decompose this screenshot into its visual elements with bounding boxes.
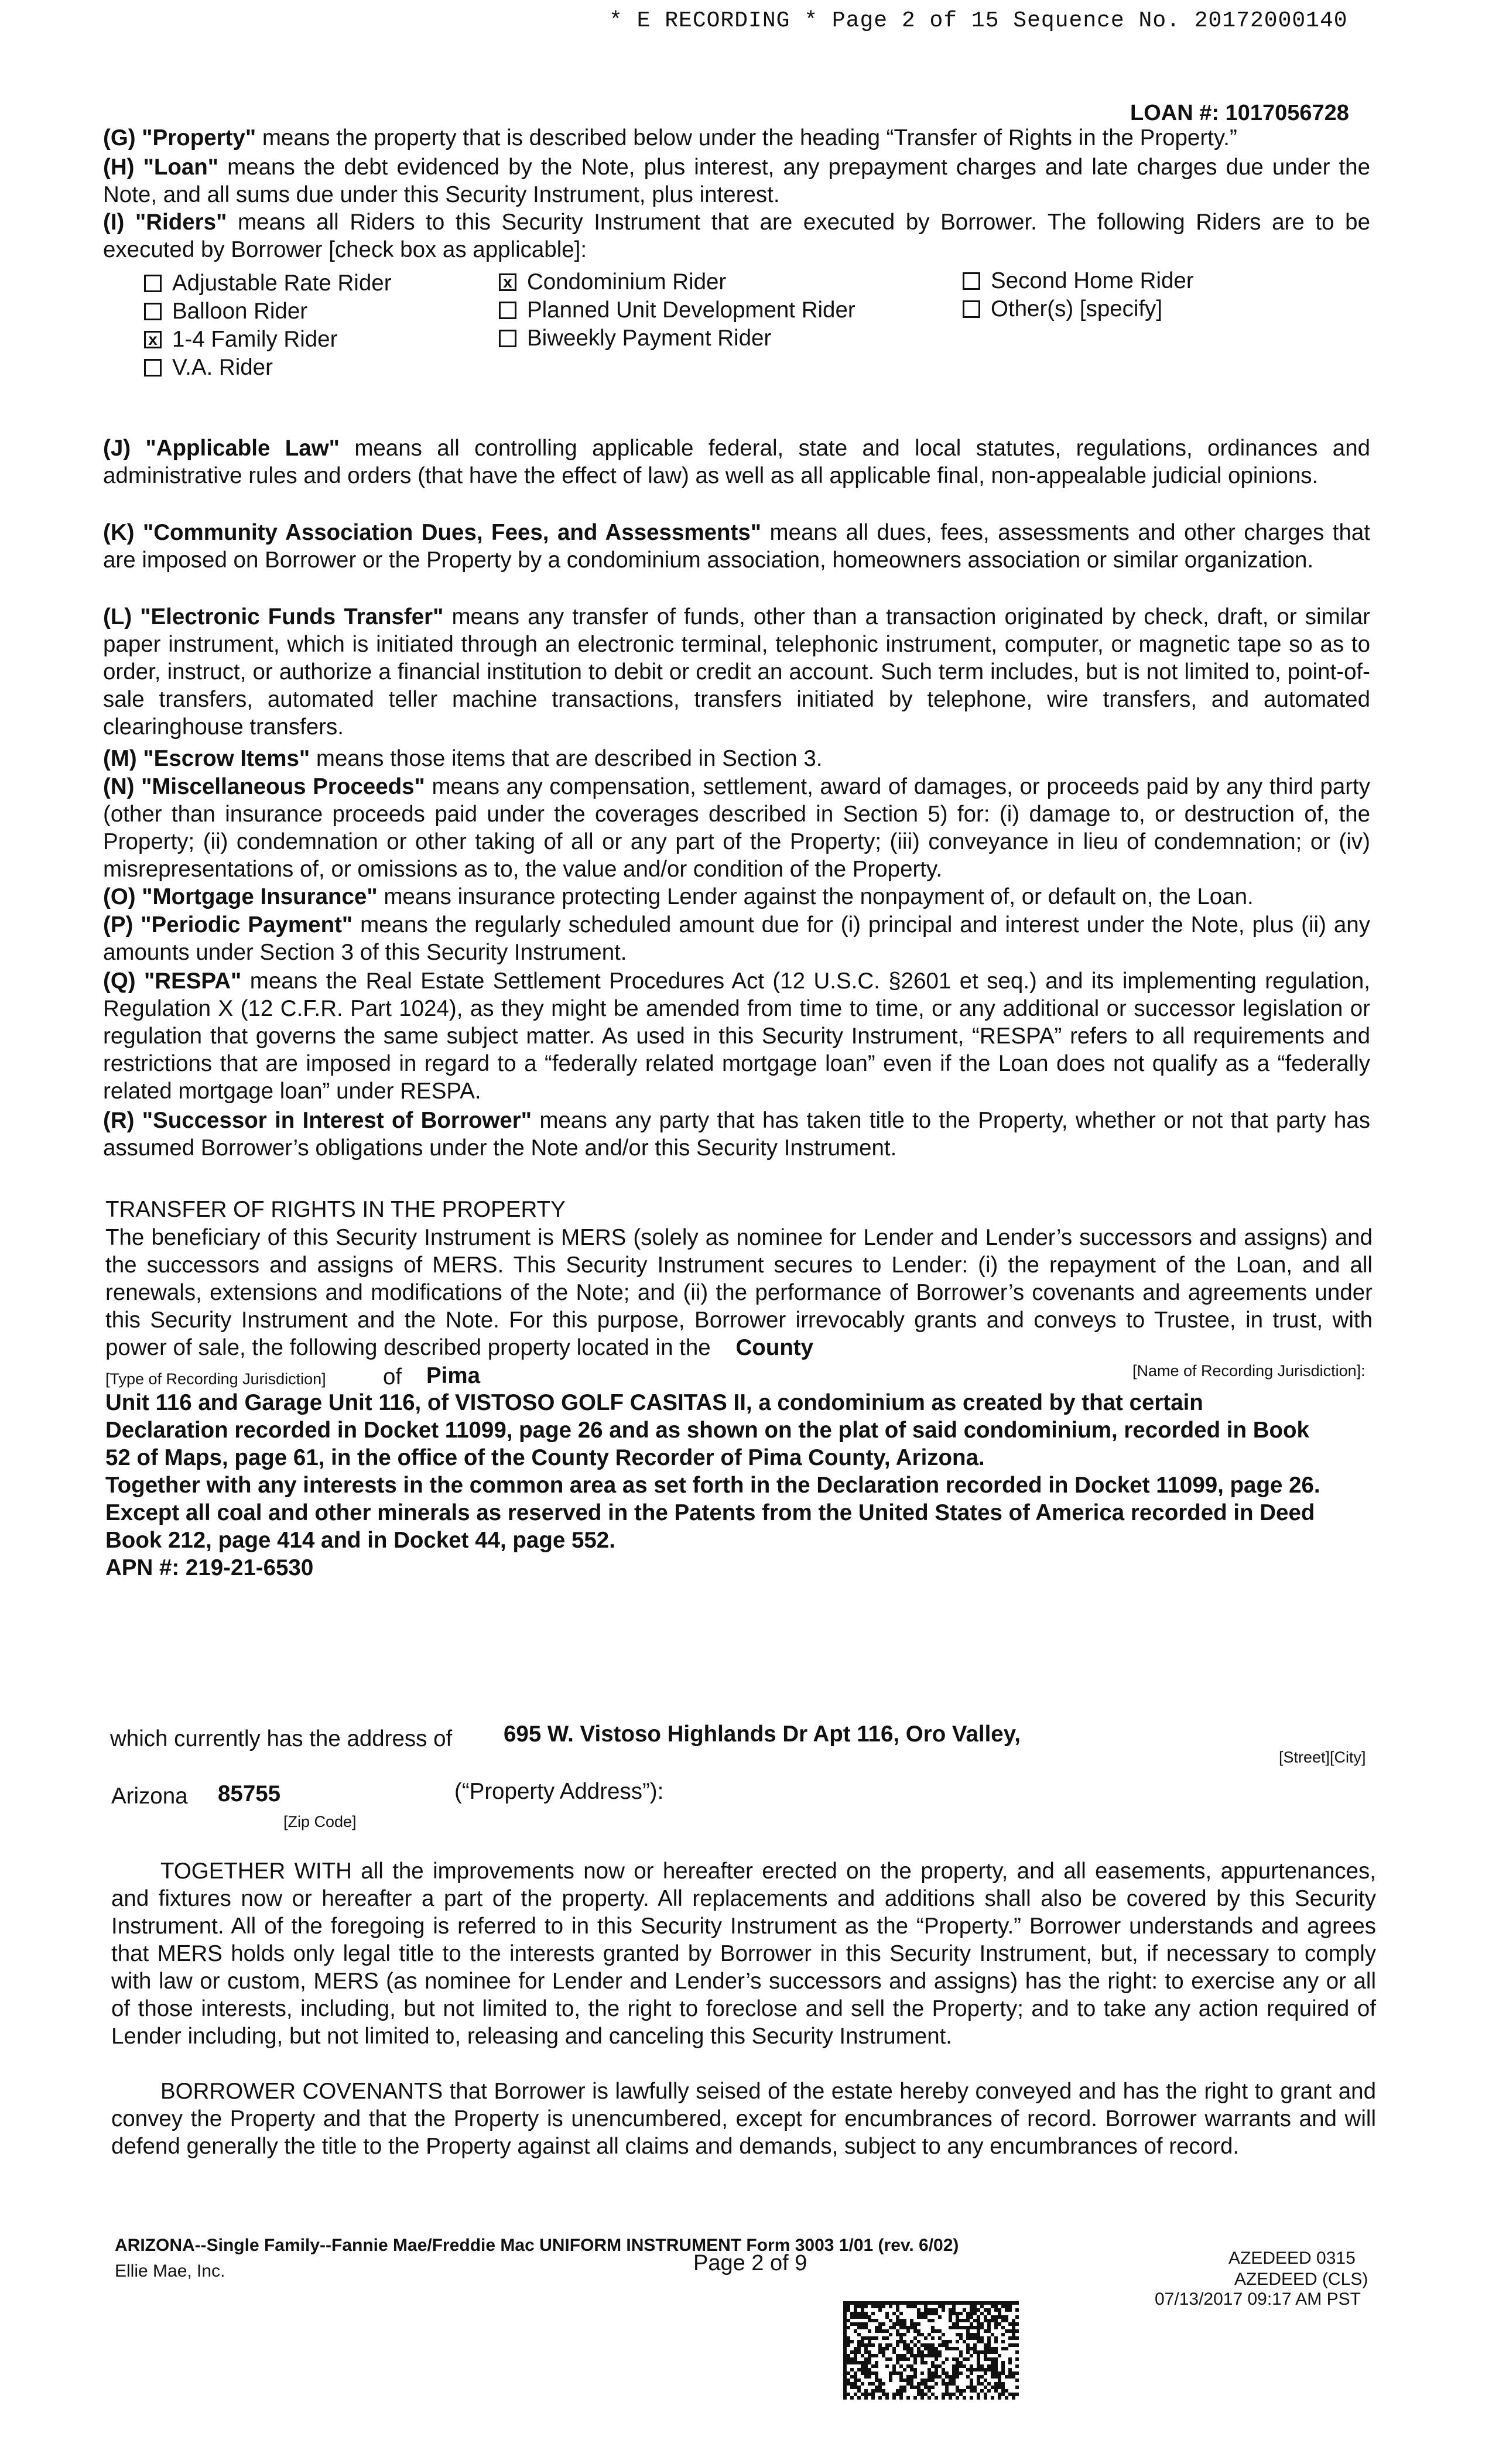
definition-q: (Q) "RESPA" means the Real Estate Settlement Procedures Act (12 U.S.C. §2601 et seq.) and its implementing regulation, Regulation X (12 C.F.R. Part 1024), as they might be amended from time to time, or any additional or successor legislation or regulation that governs the same subject matter. As used in this Security Instrument, “RESPA” refers to all requirements and restrictions that are imposed in regard to a “federally related mortgage loan” even if the Loan does not qualify as a “federally related mortgage loan” under RESPA. [103,969,1370,1104]
rider-condominium[interactable]: x Condominium Rider [499,269,726,295]
rider-pud[interactable]: Planned Unit Development Rider [499,297,855,323]
legal-description: Unit 116 and Garage Unit 116, of VISTOSO GOLF CASITAS II, a condominium as created by that certain Declaration recorded in Docket 11099, page 26 and as shown on the plat of said condominium, recorded in Book 52 of Maps, page 61, in the office of the County Recorder of Pima County, Arizona. Together with any interests in the common area as set forth in the Declaration recorded in Docket 11099, page 26. Except all coal and other minerals as reserved in the Patents from the United States of America recorded in Deed Book 212, page 414 and in Docket 44, page 552. APN #: 219-21-6530 [105,1389,1329,1582]
checkbox[interactable] [144,303,162,320]
street-address: 695 W. Vistoso Highlands Dr Apt 116, Oro Valley, [504,1722,1021,1747]
apn-number: APN #: 219-21-6530 [105,1555,314,1580]
definition-l: (L) "Electronic Funds Transfer" means any transfer of funds, other than a transaction originated by check, draft, or similar paper instrument, which is initiated through an electronic terminal, telephonic instrument, computer, or magnetic tape so as to order, instruct, or authorize a financial institution to debit or credit an account. Such term includes, but is not limited to, point-of-sale transfers, automated teller machine transactions, transfers initiated by telephone, wire transfers, and automated clearinghouse transfers. [103,604,1371,740]
definition-g: (G) "Property" means the property that is described below under the heading “Transfer of Rights in the Property.” [103,125,1237,150]
rider-va[interactable]: V.A. Rider [144,355,273,381]
zip-code: 85755 [218,1781,281,1806]
definition-r: (R) "Successor in Interest of Borrower" means any party that has taken title to the Property, whether or not that party has assumed Borrower’s obligations under the Note and/or this Security Instrument. [103,1108,1371,1161]
definition-j: (J) "Applicable Law" means all controlling applicable federal, state and local statutes, regulations, ordinances and administrative rules and orders (that have the effect of law) as well as all applicable final, non-appealable judicial opinions. [103,436,1371,488]
property-address-label: (“Property Address”): [454,1779,664,1804]
form-identifier: ARIZONA--Single Family--Fannie Mae/Freddie Mac UNIFORM INSTRUMENT Form 3003 1/01 (rev. 6/02) [115,2236,959,2255]
recording-header: * E RECORDING * Page 2 of 15 Sequence No. 20172000140 [609,8,1348,33]
checkbox[interactable]: x [499,273,516,291]
zip-code-label: [Zip Code] [283,1813,357,1830]
definition-h: (H) "Loan" means the debt evidenced by the Note, plus interest, any prepayment charges and late charges due under the Note, and all sums due under this Security Instrument, plus interest. [103,155,1371,207]
checkbox[interactable] [499,302,516,319]
rider-second-home[interactable]: Second Home Rider [963,268,1194,294]
name-jurisdiction-label: [Name of Recording Jurisdiction]: [1132,1362,1365,1380]
state: Arizona [111,1784,188,1809]
borrower-covenants-clause: BORROWER COVENANTS that Borrower is lawfully seised of the estate hereby conveyed and has the right to grant and convey the Property and that the Property is unencumbered, except for encumbrances of record. Borrower warrants and will defend generally the title to the Property against all claims and demands, subject to any encumbrances of record. [111,2079,1376,2159]
checkbox[interactable] [144,275,162,292]
checkbox[interactable] [963,272,980,290]
form-code-2: AZEDEED (CLS) [1234,2270,1368,2289]
rider-adjustable-rate[interactable]: Adjustable Rate Rider [144,271,392,296]
type-jurisdiction-label: [Type of Recording Jurisdiction] [105,1370,326,1388]
form-code-1: AZEDEED 0315 [1228,2249,1356,2268]
checkbox[interactable] [963,300,980,318]
checkbox[interactable] [499,330,516,347]
barcode-icon [843,2301,1019,2400]
print-timestamp: 07/13/2017 09:17 AM PST [1155,2290,1361,2309]
loan-number: LOAN #: 1017056728 [1130,101,1349,125]
checkbox[interactable]: x [144,331,162,348]
rider-other[interactable]: Other(s) [specify] [963,296,1162,322]
together-with-clause: TOGETHER WITH all the improvements now or hereafter erected on the property, and all easements, appurtenances, and fixtures now or hereafter a part of the property. All replacements and additions shall also be covered by this Security Instrument. All of the foregoing is referred to in this Security Instrument as the “Property.” Borrower understands and agrees that MERS holds only legal title to the interests granted by Borrower in this Security Instrument, but, if necessary to comply with law or custom, MERS (as nominee for Lender and Lender’s successors and assigns) has the right: to exercise any or all of those interests, including, but not limited to, the right to foreclose and sell the Property; and to take any action required of Lender including, but not limited to, releasing and canceling this Security Instrument. [111,1859,1376,2049]
definition-i: (I) "Riders" means all Riders to this Security Instrument that are executed by Borrower. The following Riders are to be executed by Borrower [check box as applicable]: [103,210,1371,262]
rider-balloon[interactable]: Balloon Rider [144,299,307,324]
checkbox[interactable] [144,359,162,377]
definition-o: (O) "Mortgage Insurance" means insurance protecting Lender against the nonpayment of, or default on, the Loan. [103,884,1254,909]
address-intro: which currently has the address of [110,1726,453,1751]
transfer-heading: TRANSFER OF RIGHTS IN THE PROPERTY [105,1197,566,1222]
definition-n: (N) "Miscellaneous Proceeds" means any compensation, settlement, award of damages, or proceeds paid by any third party (other than insurance proceeds paid under the coverages described in Section 5) for: (i) damage to, or destruction of, the Property; (ii) condemnation or other taking of all or any part of the Property; (iii) conveyance in lieu of condemnation; or (iv) misrepresentations of, or omissions as to, the value and/or condition of the Property. [103,774,1370,882]
definition-p: (P) "Periodic Payment" means the regularly scheduled amount due for (i) principal and interest under the Note, plus (ii) any amounts under Section 3 of this Security Instrument. [103,912,1370,965]
county-name: Pima [426,1363,481,1388]
rider-1-4-family[interactable]: x 1-4 Family Rider [144,327,337,353]
company-name: Ellie Mae, Inc. [115,2261,225,2281]
definition-m: (M) "Escrow Items" means those items that are described in Section 3. [103,746,823,771]
page-number: Page 2 of 9 [693,2251,807,2275]
definition-k: (K) "Community Association Dues, Fees, and Assessments" means all dues, fees, assessments and other charges that are imposed on Borrower or the Property by a condominium association, homeowners association or similar organization. [103,520,1370,573]
of-word: of [383,1364,402,1390]
street-city-label: [Street][City] [1279,1748,1366,1766]
rider-biweekly[interactable]: Biweekly Payment Rider [499,326,771,351]
transfer-body: The beneficiary of this Security Instrument is MERS (solely as nominee for Lender and Lender’s successors and assigns) and the successors and assigns of MERS. This Security Instrument secures to Lender: (i) the repayment of the Loan, and all renewals, extensions and modifications of the Note; and (ii) the performance of Borrower’s covenants and agreements under this Security Instrument and the Note. For this purpose, Borrower irrevocably grants and conveys to Trustee, in trust, with power of sale, the following described property located in the County [105,1225,1373,1360]
